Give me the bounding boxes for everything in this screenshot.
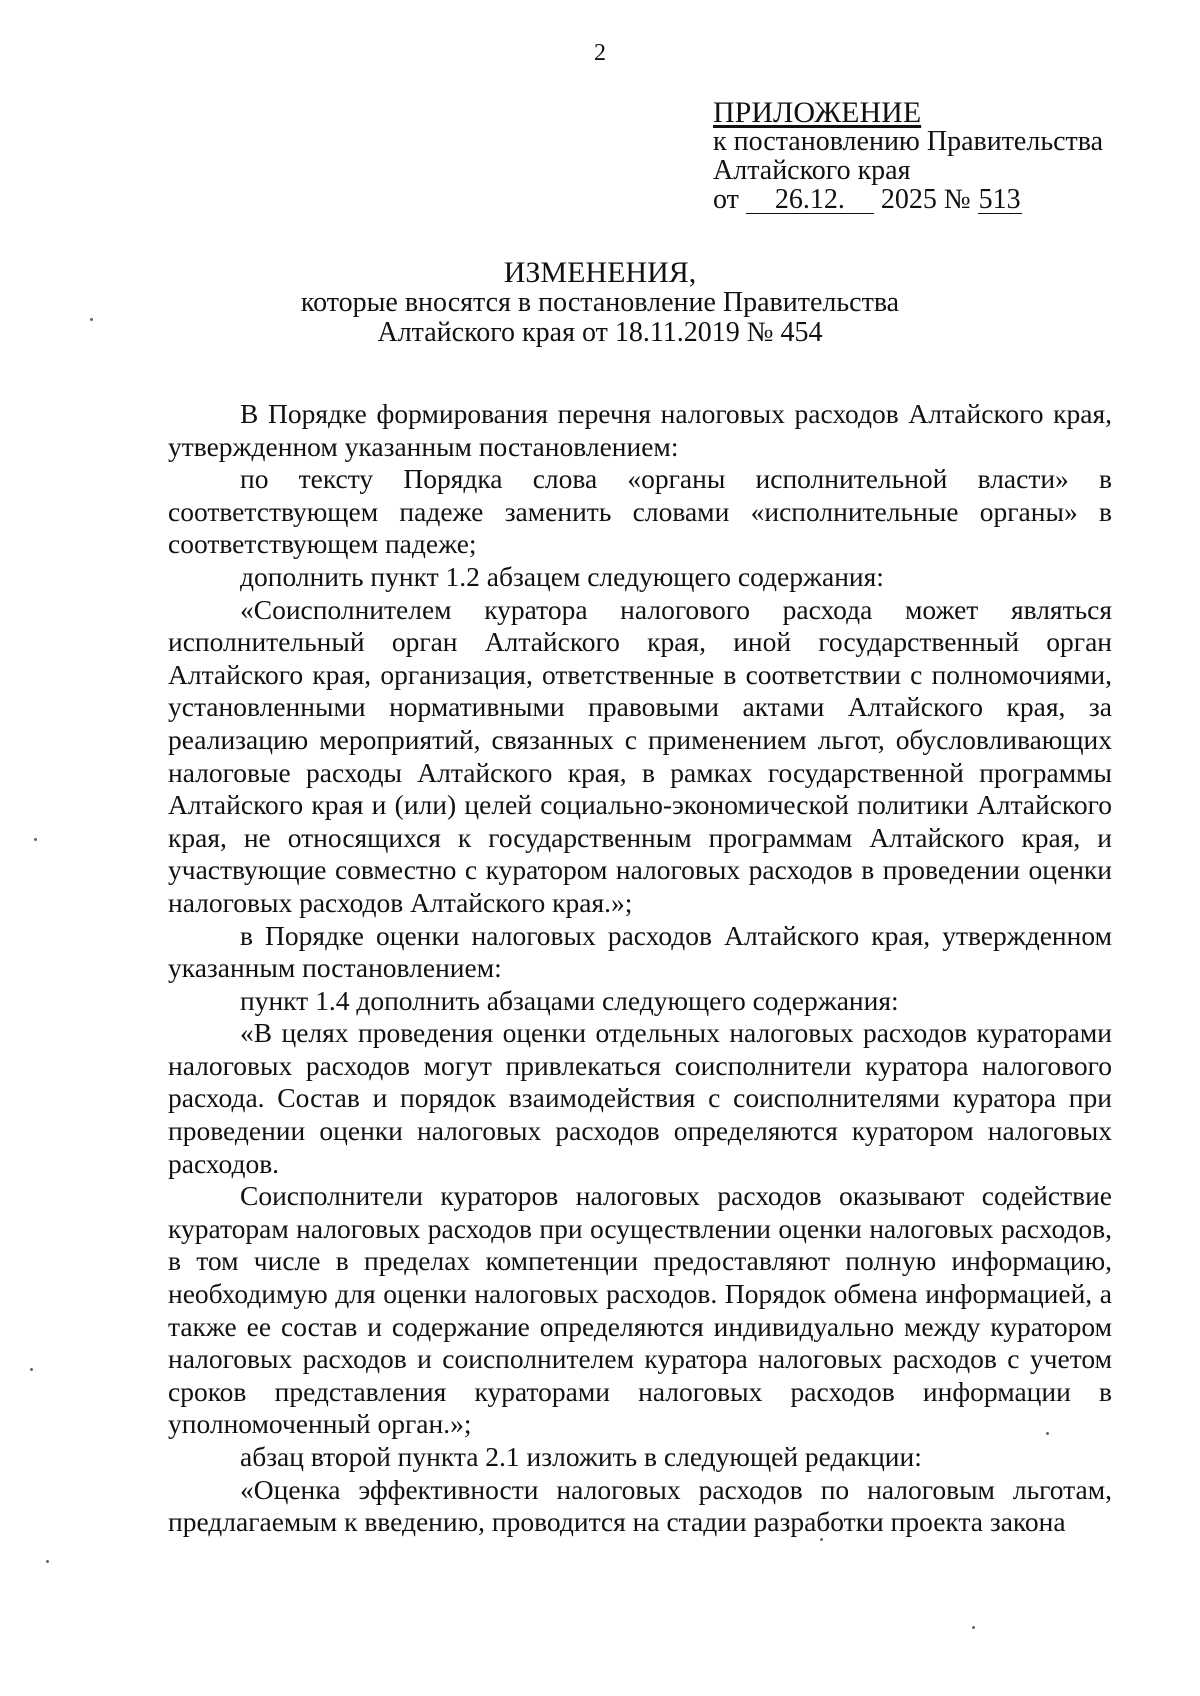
heading-title: ИЗМЕНЕНИЯ, [503, 256, 697, 289]
paragraph: в Порядке оценки налоговых расходов Алтайского края, утвержденном указанным постановлением: [168, 919, 1112, 984]
paragraph: дополнить пункт 1.2 абзацем следующего содержания: [240, 560, 884, 592]
page-number: 2 [594, 40, 606, 66]
scan-speck [30, 1368, 33, 1371]
appendix-line-1: к постановлению Правительства [713, 126, 1104, 157]
scan-speck [46, 1560, 49, 1563]
heading-line-2: Алтайского края от 18.11.2019 № 454 [377, 317, 823, 348]
scan-speck [972, 1626, 975, 1629]
heading-line-1: которые вносятся в постановление Правительства [300, 287, 900, 318]
appendix-block [713, 98, 1103, 214]
paragraph: абзац второй пункта 2.1 изложить в следующей редакции: [240, 1441, 922, 1472]
appendix-date-line [713, 185, 1103, 214]
paragraph: В Порядке формирования перечня налоговых расходов Алтайского края, утвержденном указанным постановлением: [168, 398, 1112, 462]
scan-speck [34, 838, 37, 841]
appendix-title: ПРИЛОЖЕНИЕ [713, 96, 922, 129]
date-prefix: от [713, 184, 739, 215]
paragraph: «Соисполнителем куратора налогового расхода может являться исполнительный орган Алтайского края, иной государственный орган Алтайского края, организация, ответственные в соответствии с полномочиями, установленными нормативными правовыми актами Алтайского края, за реализацию мероприятий, связанных с применением льгот, обусловливающих налоговые расходы Алтайского края, в рамках государственной программы Алтайского края и (или) целей социально-экономической политики Алтайского края, не относящихся к государственным программам Алтайского края, и участвующие совместно с куратором налоговых расходов в проведении оценки налоговых расходов Алтайского края.»; [168, 593, 1112, 918]
paragraph: «В целях проведения оценки отдельных налоговых расходов кураторами налоговых расходов могут привлекаться соисполнители куратора налогового расхода. Состав и порядок взаимодействия с соисполнителями куратора при проведении оценки налоговых расходов определяются куратором налоговых расходов. [168, 1017, 1112, 1179]
document-heading [0, 258, 1200, 348]
scan-speck [90, 318, 93, 321]
resolution-year-no: 2025 № [880, 184, 971, 215]
paragraph: Соисполнители кураторов налоговых расходов оказывают содействие кураторам налоговых расходов при осуществлении оценки налоговых расходов, в том числе в пределах компетенции предоставляют полную информацию, необходимую для оценки налоговых расходов. Порядок обмена информацией, а также ее состав и содержание определяются индивидуально между куратором налоговых расходов и соисполнителем куратора налоговых расходов с учетом сроков представления кураторами налоговых расходов информации в уполномоченный орган.»; [168, 1180, 1112, 1440]
appendix-line-2: Алтайского края [713, 155, 911, 186]
scan-speck [1046, 1432, 1049, 1435]
paragraph: «Оценка эффективности налоговых расходов по налоговым льготам, предлагаемым к введению, проводится на стадии разработки проекта закона [168, 1473, 1112, 1538]
resolution-number: 513 [978, 184, 1021, 215]
document-body [168, 398, 1112, 1539]
resolution-date: 26.12. [746, 187, 874, 214]
paragraph: по тексту Порядка слова «органы исполнительной власти» в соответствующем падеже заменить словами «исполнительные органы» в соответствующем падеже; [168, 463, 1112, 560]
scan-speck [820, 1538, 823, 1541]
paragraph: пункт 1.4 дополнить абзацами следующего содержания: [240, 984, 899, 1016]
